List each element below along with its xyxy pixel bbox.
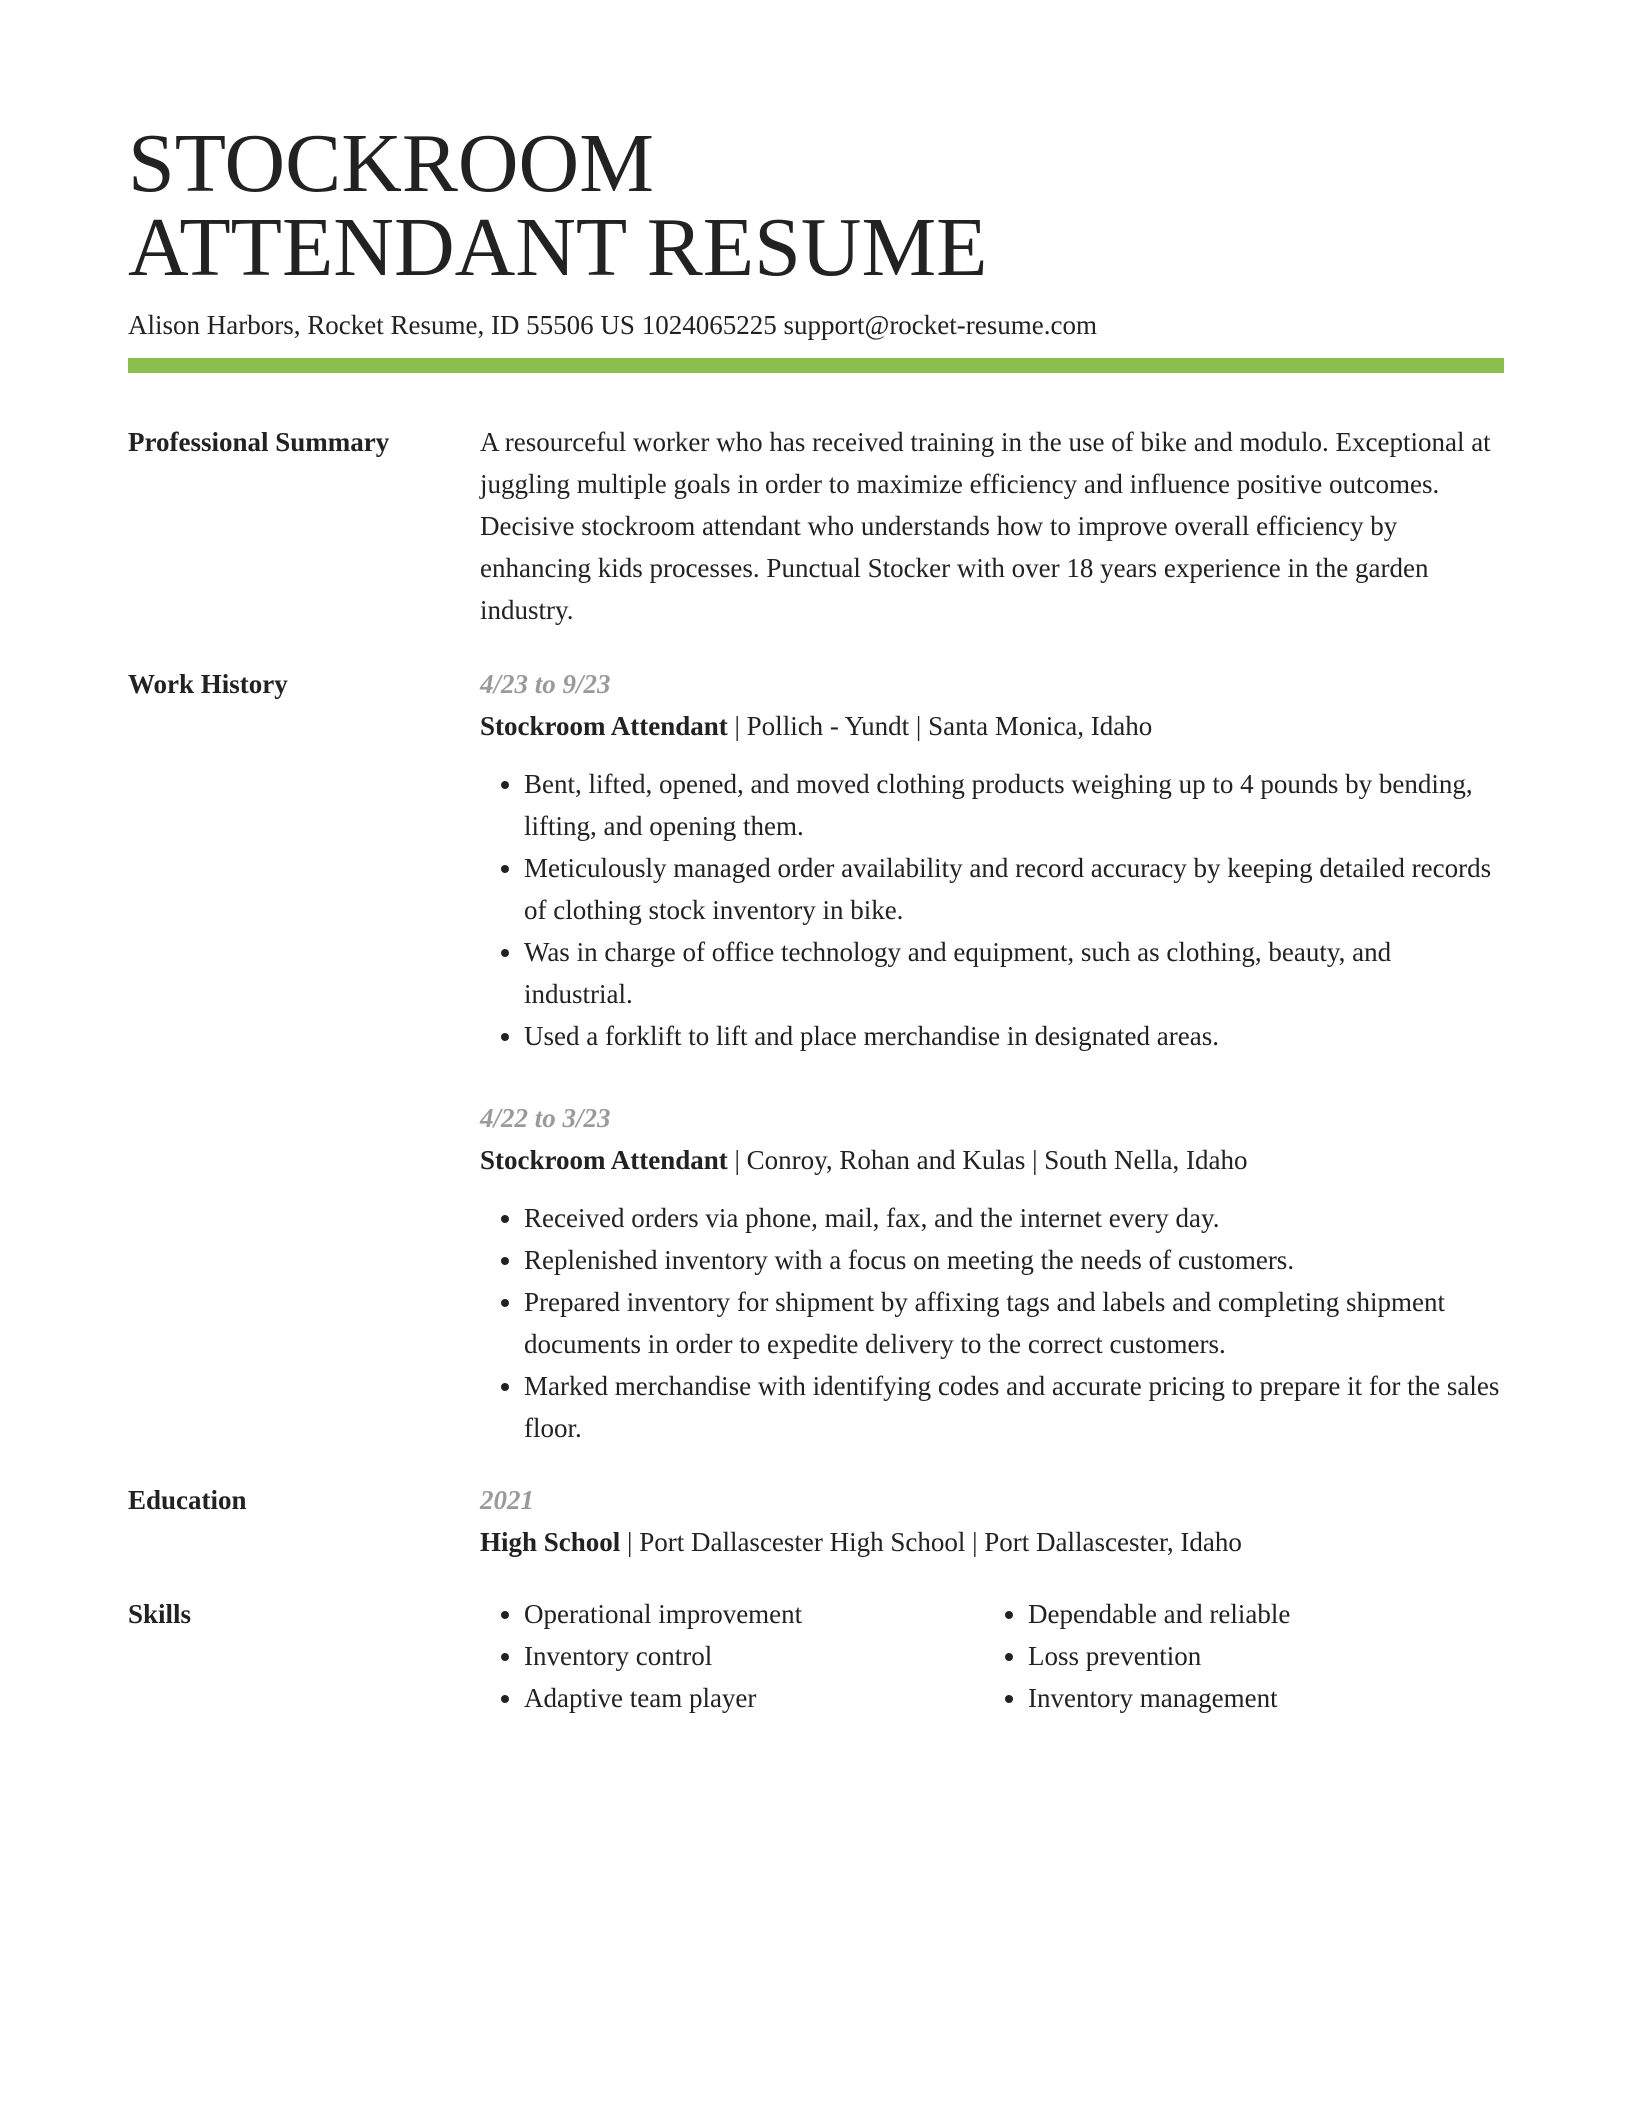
job-role-line <box>480 1139 1504 1181</box>
list-item: • Marked merchandise with identifying codes and accurate pricing to prepare it for the sales floor. <box>524 1365 1504 1449</box>
resume-title-line-2: ATTENDANT RESUME <box>128 201 988 294</box>
work-history-body <box>480 663 1504 1449</box>
education-year: 2021 <box>480 1485 534 1515</box>
list-item: • Loss prevention <box>1028 1635 1488 1677</box>
skills-column-2 <box>984 1593 1488 1719</box>
education-line <box>480 1521 1504 1563</box>
list-item: • Prepared inventory for shipment by affixing tags and labels and completing shipment documents in order to expedite delivery to the correct customers. <box>524 1281 1504 1365</box>
job-dates: 4/22 to 3/23 <box>480 1103 611 1133</box>
contact-line: Alison Harbors, Rocket Resume, ID 55506 US 1024065225 support@rocket-resume.com <box>128 310 1097 340</box>
skills-label: Skills <box>128 1599 192 1629</box>
list-item: • Received orders via phone, mail, fax, and the internet every day. <box>524 1197 1504 1239</box>
list-item: • Adaptive team player <box>524 1677 984 1719</box>
list-item: • Used a forklift to lift and place merchandise in designated areas. <box>524 1015 1504 1057</box>
list-item: • Inventory management <box>1028 1677 1488 1719</box>
education-degree: High School <box>480 1527 621 1557</box>
job-title: Stockroom Attendant <box>480 1145 728 1175</box>
summary-label: Professional Summary <box>128 427 390 457</box>
job-details: | Pollich - Yundt | Santa Monica, Idaho <box>727 711 1153 741</box>
list-item: • Meticulously managed order availability and record accuracy by keeping detailed records of clothing stock inventory in bike. <box>524 847 1504 931</box>
job-title: Stockroom Attendant <box>480 711 728 741</box>
skills-column-1 <box>480 1593 984 1719</box>
education-label: Education <box>128 1485 247 1515</box>
work-history-section <box>128 663 1504 1449</box>
accent-divider <box>128 358 1504 373</box>
job-bullets <box>480 763 1504 1057</box>
skills-grid <box>480 1593 1504 1719</box>
list-item: • Replenished inventory with a focus on meeting the needs of customers. <box>524 1239 1504 1281</box>
list-item: • Operational improvement <box>524 1593 984 1635</box>
education-details: | Port Dallascester High School | Port Dallascester, Idaho <box>620 1527 1242 1557</box>
list-item: • Inventory control <box>524 1635 984 1677</box>
job-details: | Conroy, Rohan and Kulas | South Nella, Idaho <box>727 1145 1248 1175</box>
job-role-line <box>480 705 1504 747</box>
resume-title <box>128 117 1504 294</box>
summary-section <box>128 421 1504 631</box>
job-bullets <box>480 1197 1504 1449</box>
summary-text: A resourceful worker who has received training in the use of bike and modulo. Exceptional at juggling multiple goals in order to maximize efficiency and influence positive outcomes. Decisive stockroom attendant who understands how to improve overall efficiency by enhancing kids processes. Punctual Stocker with over 18 years experience in the garden industry. <box>480 427 1491 625</box>
job-entry <box>480 1097 1504 1449</box>
job-entry <box>480 663 1504 1057</box>
job-dates: 4/23 to 9/23 <box>480 669 611 699</box>
skills-body <box>480 1593 1504 1719</box>
education-body <box>480 1479 1504 1563</box>
resume-title-line-1: STOCKROOM <box>128 117 654 210</box>
resume-page <box>128 117 1504 1719</box>
list-item: • Was in charge of office technology and equipment, such as clothing, beauty, and industrial. <box>524 931 1504 1015</box>
list-item: • Dependable and reliable <box>1028 1593 1488 1635</box>
list-item: • Bent, lifted, opened, and moved clothing products weighing up to 4 pounds by bending, lifting, and opening them. <box>524 763 1504 847</box>
skills-section <box>128 1593 1504 1719</box>
work-history-label: Work History <box>128 669 288 699</box>
education-section <box>128 1479 1504 1563</box>
